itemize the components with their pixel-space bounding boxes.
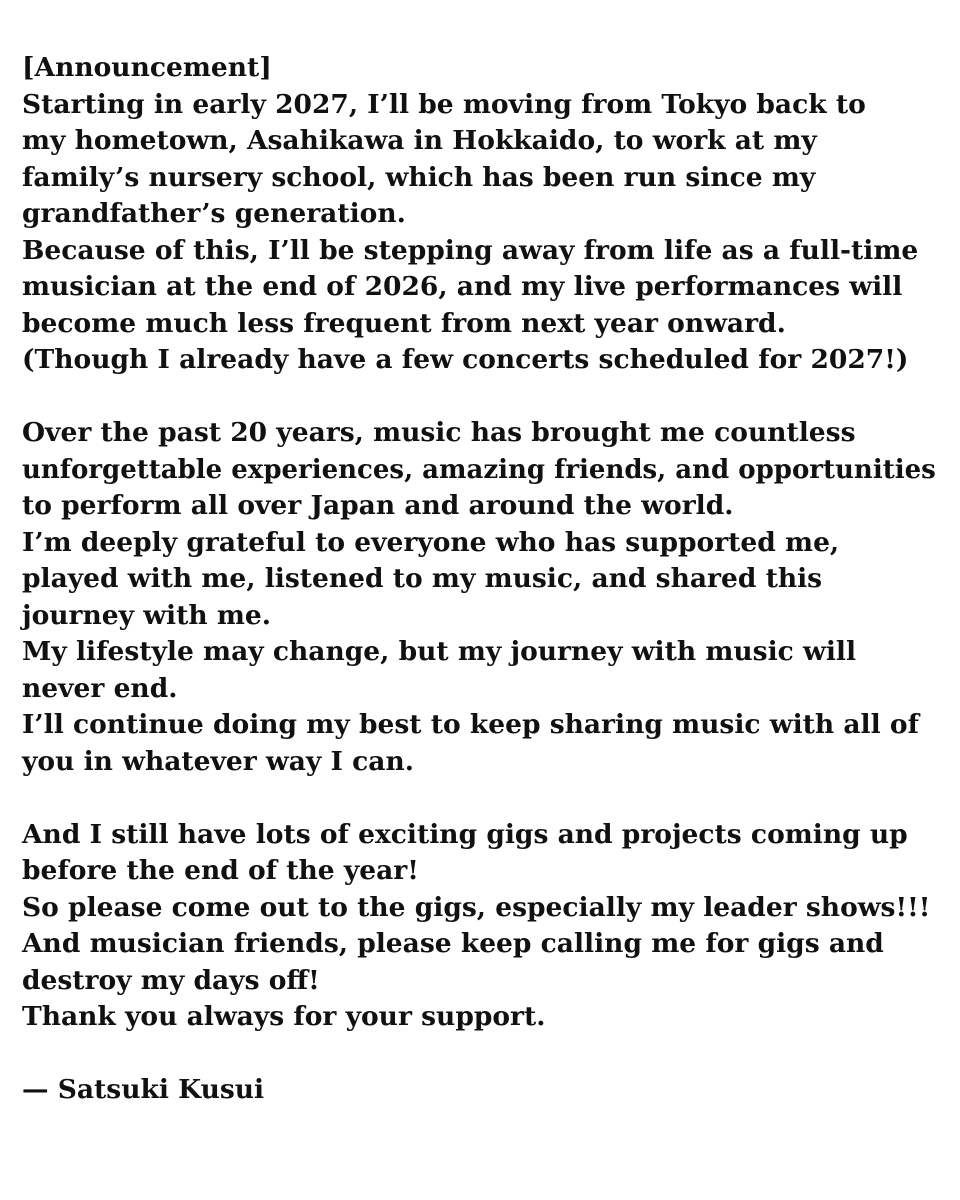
text-line: Because of this, I’ll be stepping away from life as a full-time: [22, 234, 919, 266]
paragraph-spacer: [22, 780, 942, 817]
text-line: Starting in early 2027, I’ll be moving from Tokyo back to: [22, 88, 866, 120]
text-line: destroy my days off!: [22, 964, 320, 996]
text-line: journey with me.: [22, 599, 271, 631]
text-line: before the end of the year!: [22, 855, 419, 886]
paragraph-spacer: [22, 1036, 942, 1073]
paragraph-moving-home: [22, 87, 942, 379]
signature: — Satsuki Kusui: [22, 1074, 265, 1105]
text-line: never end.: [22, 672, 178, 704]
text-line: I’ll continue doing my best to keep sharing music with all of: [22, 709, 919, 740]
text-line: you in whatever way I can.: [22, 745, 414, 777]
text-line: family’s nursery school, which has been run since my: [22, 161, 816, 193]
paragraph-gigs: [22, 817, 942, 1036]
text-line: become much less frequent from next year onward.: [22, 307, 786, 339]
text-line: (Though I already have a few concerts scheduled for 2027!): [22, 344, 909, 375]
text-line: Thank you always for your support.: [22, 1001, 546, 1032]
text-line: Over the past 20 years, music has brought me countless: [22, 417, 856, 448]
text-line: My lifestyle may change, but my journey with music will: [22, 636, 857, 667]
text-line: musician at the end of 2026, and my live performances will: [22, 271, 903, 302]
text-line: to perform all over Japan and around the world.: [22, 490, 734, 521]
text-line: And I still have lots of exciting gigs and projects coming up: [22, 818, 908, 850]
text-line: And musician friends, please keep calling me for gigs and: [22, 928, 884, 959]
paragraph-spacer: [22, 379, 942, 416]
text-line: I’m deeply grateful to everyone who has supported me,: [22, 526, 840, 558]
text-line: unforgettable experiences, amazing friends, and opportunities: [22, 454, 936, 485]
text-line: So please come out to the gigs, especially my leader shows!!!: [22, 891, 931, 923]
announcement-document: [22, 50, 942, 1109]
text-line: grandfather’s generation.: [22, 198, 406, 229]
announcement-heading: [Announcement]: [22, 52, 272, 83]
paragraph-gratitude: [22, 415, 942, 780]
text-line: my hometown, Asahikawa in Hokkaido, to work at my: [22, 125, 817, 156]
text-line: played with me, listened to my music, and shared this: [22, 563, 823, 594]
